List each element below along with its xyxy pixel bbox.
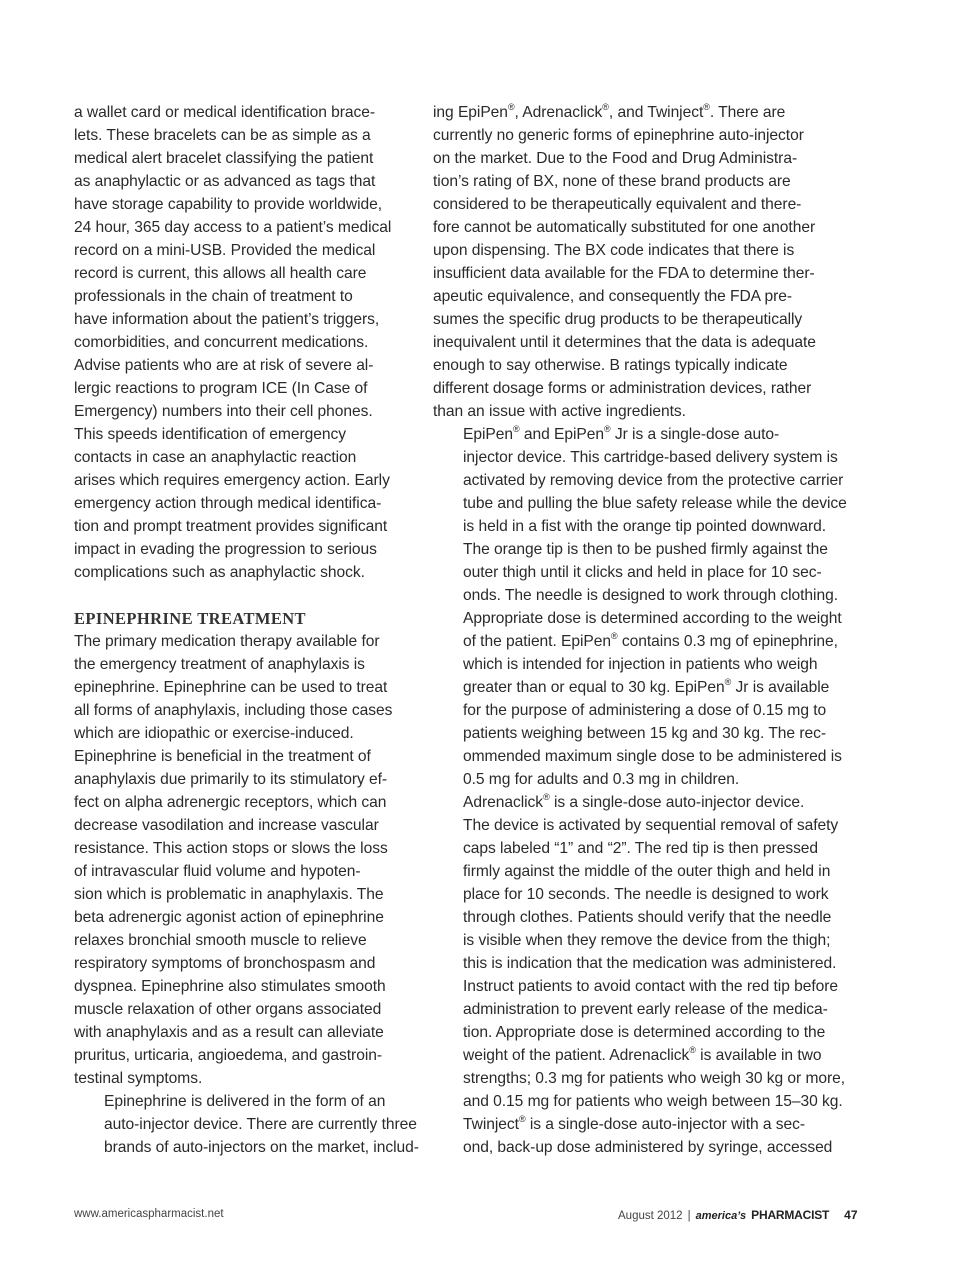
text-line: place for 10 seconds. The needle is designed to work <box>463 886 829 903</box>
text-line: lets. These bracelets can be as simple as a <box>74 127 371 144</box>
text-line: is held in a fist with the orange tip pointed downward. <box>463 518 827 535</box>
text-line: patients weighing between 15 kg and 30 kg. The rec- <box>463 725 826 742</box>
text-line: pruritus, urticaria, angioedema, and gastroin- <box>74 1047 383 1064</box>
text-line: tube and pulling the blue safety release while the device <box>463 495 847 512</box>
text-line: apeutic equivalence, and consequently the FDA pre- <box>433 288 792 305</box>
text-line: professionals in the chain of treatment to <box>74 288 353 305</box>
text-line: than an issue with active ingredients. <box>433 403 686 420</box>
text-line: sion which is problematic in anaphylaxis. The <box>74 886 384 903</box>
footer-separator: | <box>687 1210 691 1222</box>
text-line: inequivalent until it determines that the data is adequate <box>433 334 816 351</box>
text-line: which is intended for injection in patients who weigh <box>463 656 818 673</box>
text-line: tion and prompt treatment provides significant <box>74 518 388 535</box>
text-line: dyspnea. Epinephrine also stimulates smooth <box>74 978 386 995</box>
text-line: Instruct patients to avoid contact with the red tip before <box>463 978 839 995</box>
text-line: 0.5 mg for adults and 0.3 mg in children. <box>463 771 740 788</box>
text-line: upon dispensing. The BX code indicates that there is <box>433 242 795 259</box>
text-line: of the patient. EpiPen® contains 0.3 mg of epinephrine, <box>463 630 838 650</box>
text-line: have information about the patient’s triggers, <box>74 311 380 328</box>
text-line: through clothes. Patients should verify that the needle <box>463 909 832 926</box>
text-line: is visible when they remove the device from the thigh; <box>463 932 831 949</box>
text-line: decrease vasodilation and increase vascular <box>74 817 379 834</box>
text-line: insufficient data available for the FDA to determine ther- <box>433 265 815 282</box>
text-line: complications such as anaphylactic shock. <box>74 564 365 581</box>
text-line: The primary medication therapy available for <box>74 633 380 650</box>
text-line: the emergency treatment of anaphylaxis is <box>74 656 365 673</box>
text-line: Appropriate dose is determined according to the weight <box>463 610 842 627</box>
right-column <box>433 101 847 1159</box>
text-line: Adrenaclick® is a single-dose auto-injector device. <box>463 791 805 811</box>
text-line: caps labeled “1” and “2”. The red tip is then pressed <box>463 840 819 857</box>
text-line: tion’s rating of BX, none of these brand products are <box>433 173 791 190</box>
text-line: beta adrenergic agonist action of epinephrine <box>74 909 384 926</box>
text-line: strengths; 0.3 mg for patients who weigh 30 kg or more, <box>463 1070 846 1087</box>
text-line: all forms of anaphylaxis, including those cases <box>74 702 393 719</box>
text-line: of intravascular fluid volume and hypoten- <box>74 863 361 880</box>
footer-url: www.americaspharmacist.net <box>74 1208 224 1220</box>
text-line: lergic reactions to program ICE (In Case of <box>74 380 368 397</box>
right-para-2 <box>433 423 847 791</box>
text-line: currently no generic forms of epinephrine auto-injector <box>433 127 804 144</box>
text-line: EpiPen® and EpiPen® Jr is a single-dose auto- <box>463 423 780 443</box>
text-line: for the purpose of administering a dose of 0.15 mg to <box>463 702 827 719</box>
text-line: impact in evading the progression to serious <box>74 541 377 558</box>
text-line: resistance. This action stops or slows the loss <box>74 840 388 857</box>
text-line: and 0.15 mg for patients who weigh between 15–30 kg. <box>463 1093 843 1110</box>
text-line: enough to say otherwise. B ratings typically indicate <box>433 357 788 374</box>
text-line: sumes the specific drug products to be therapeutically <box>433 311 803 328</box>
text-line: have storage capability to provide worldwide, <box>74 196 383 213</box>
text-line: tion. Appropriate dose is determined according to the <box>463 1024 826 1041</box>
brand-name: PHARMACIST <box>751 1208 830 1222</box>
text-line: 24 hour, 365 day access to a patient’s medical <box>74 219 392 236</box>
footer-masthead <box>618 1208 858 1222</box>
right-para-4 <box>433 1113 843 1159</box>
text-line: medical alert bracelet classifying the patient <box>74 150 374 167</box>
text-line: muscle relaxation of other organs associated <box>74 1001 382 1018</box>
text-line: this is indication that the medication was administered. <box>463 955 837 972</box>
brand-prefix: america’s <box>695 1210 747 1222</box>
text-line: The device is activated by sequential removal of safety <box>463 817 839 834</box>
text-line: comorbidities, and concurrent medications. <box>74 334 369 351</box>
text-line: on the market. Due to the Food and Drug Administra- <box>433 150 798 167</box>
text-line: testinal symptoms. <box>74 1070 203 1087</box>
text-line: considered to be therapeutically equivalent and there- <box>433 196 802 213</box>
text-line: different dosage forms or administration devices, rather <box>433 380 812 397</box>
section-heading: EPINEPHRINE TREATMENT <box>74 609 306 628</box>
text-line: which are idiopathic or exercise-induced. <box>74 725 354 742</box>
text-line: injector device. This cartridge-based delivery system is <box>463 449 838 466</box>
text-line: fore cannot be automatically substituted for one another <box>433 219 816 236</box>
text-line: weight of the patient. Adrenaclick® is available in two <box>463 1044 822 1064</box>
text-line: with anaphylaxis and as a result can alleviate <box>74 1024 384 1041</box>
left-para-2 <box>74 630 416 1090</box>
text-line: emergency action through medical identifica- <box>74 495 382 512</box>
text-line: ommended maximum single dose to be administered is <box>463 748 842 765</box>
left-para-1 <box>74 101 416 584</box>
left-column <box>74 101 419 1159</box>
text-line: brands of auto-injectors on the market, includ- <box>104 1139 419 1156</box>
text-line: ond, back-up dose administered by syringe, accessed <box>463 1139 833 1156</box>
text-line: Epinephrine is beneficial in the treatment of <box>74 748 371 765</box>
text-line: fect on alpha adrenergic receptors, which can <box>74 794 387 811</box>
text-line: The orange tip is then to be pushed firmly against the <box>463 541 828 558</box>
text-line: Advise patients who are at risk of severe al- <box>74 357 374 374</box>
text-line: as anaphylactic or as advanced as tags that <box>74 173 376 190</box>
text-line: anaphylaxis due primarily to its stimulatory ef- <box>74 771 388 788</box>
text-line: ing EpiPen®, Adrenaclick®, and Twinject®. There are <box>433 101 786 121</box>
footer-date: August 2012 <box>618 1210 683 1222</box>
text-line: relaxes bronchial smooth muscle to relieve <box>74 932 367 949</box>
right-para-1 <box>433 101 843 423</box>
text-line: respiratory symptoms of bronchospasm and <box>74 955 376 972</box>
left-para-3 <box>74 1090 419 1159</box>
text-line: epinephrine. Epinephrine can be used to treat <box>74 679 388 696</box>
text-line: auto-injector device. There are currently three <box>104 1116 417 1133</box>
text-line: This speeds identification of emergency <box>74 426 346 443</box>
text-line: activated by removing device from the protective carrier <box>463 472 844 489</box>
text-line: administration to prevent early release of the medica- <box>463 1001 828 1018</box>
text-line: Emergency) numbers into their cell phones. <box>74 403 373 420</box>
right-para-3 <box>433 791 846 1113</box>
text-line: firmly against the middle of the outer thigh and held in <box>463 863 831 880</box>
page-number: 47 <box>844 1208 858 1222</box>
text-line: outer thigh until it clicks and held in place for 10 sec- <box>463 564 822 581</box>
text-line: arises which requires emergency action. Early <box>74 472 390 489</box>
text-line: greater than or equal to 30 kg. EpiPen® Jr is available <box>463 676 830 696</box>
text-line: record is current, this allows all health care <box>74 265 367 282</box>
text-line: Epinephrine is delivered in the form of an <box>104 1093 386 1110</box>
text-line: onds. The needle is designed to work through clothing. <box>463 587 838 604</box>
text-line: a wallet card or medical identification brace- <box>74 104 376 121</box>
text-line: Twinject® is a single-dose auto-injector with a sec- <box>463 1113 806 1133</box>
text-line: record on a mini-USB. Provided the medical <box>74 242 376 259</box>
text-line: contacts in case an anaphylactic reaction <box>74 449 357 466</box>
